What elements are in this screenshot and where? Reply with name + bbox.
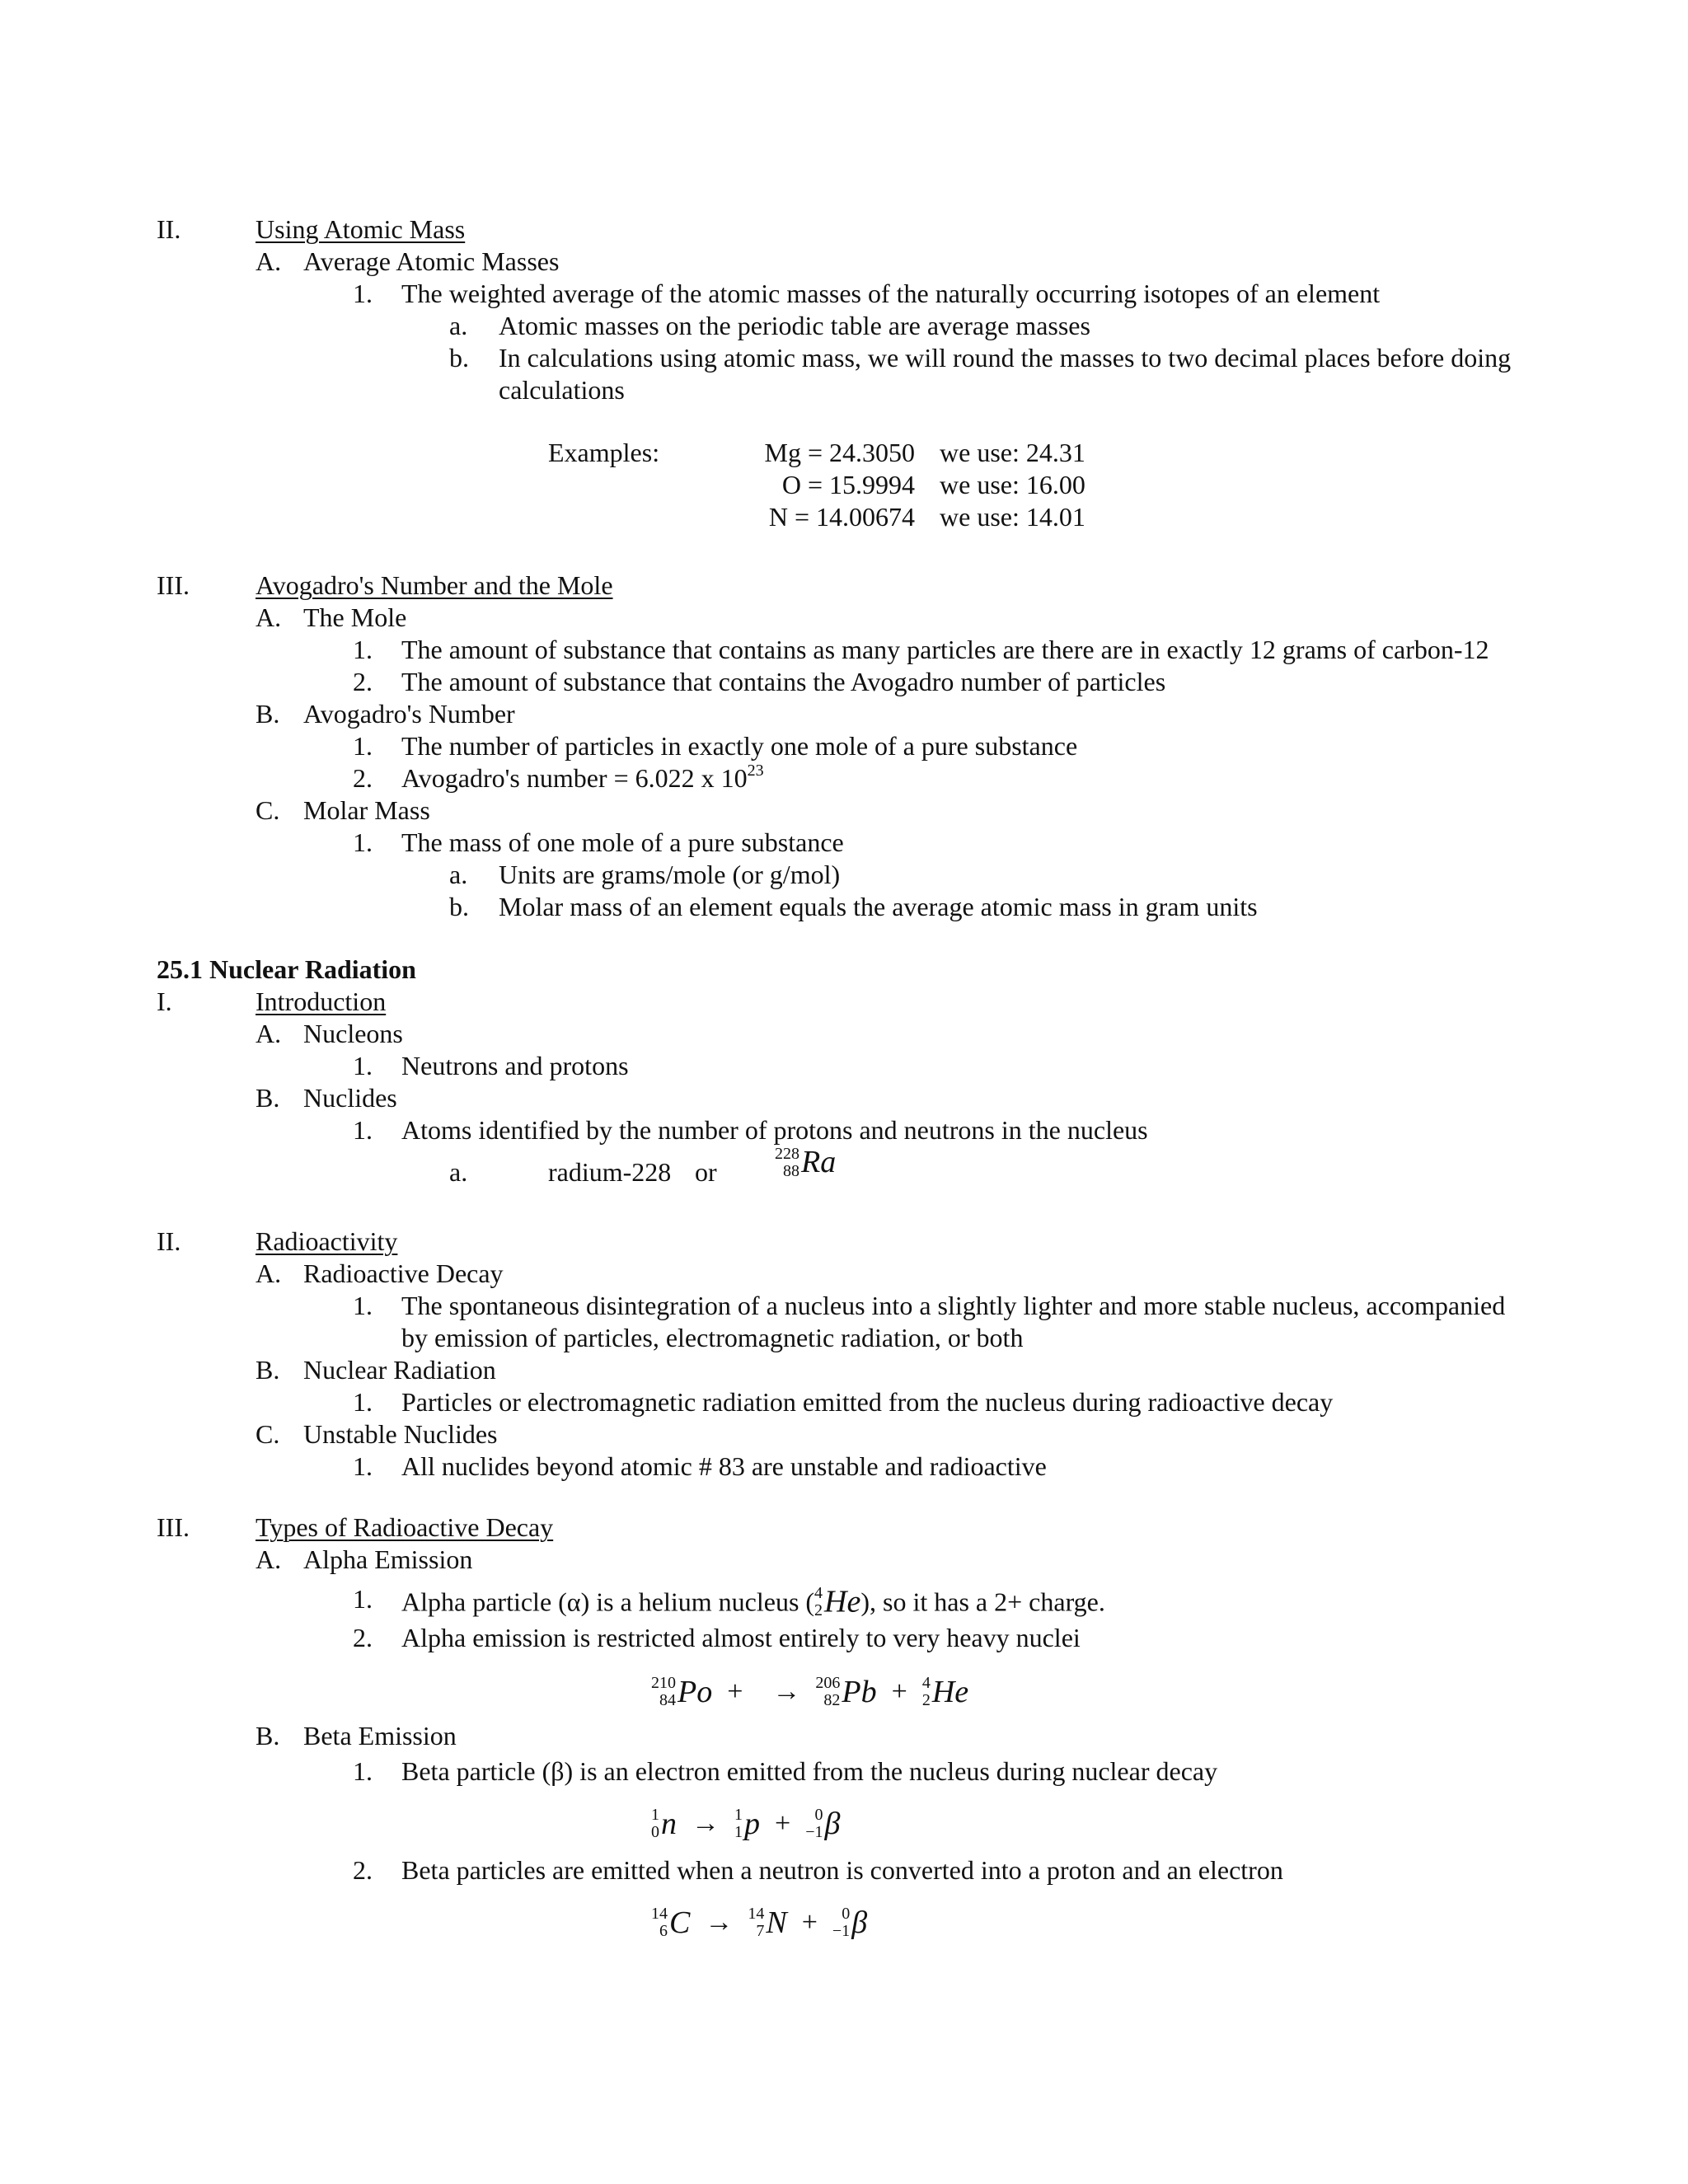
outline-number: 2. bbox=[353, 1855, 373, 1885]
outline-text: The number of particles in exactly one mole of a pure substance bbox=[401, 731, 1078, 761]
outline-letter: A. bbox=[256, 1258, 282, 1288]
outline-number: 2. bbox=[353, 1623, 373, 1652]
outline-text: The weighted average of the atomic masses of the naturally occurring isotopes of an element bbox=[401, 279, 1381, 308]
nuclide-scripts bbox=[748, 1905, 764, 1940]
mass-number: 228 bbox=[775, 1144, 799, 1163]
outline-subletter: a. bbox=[449, 311, 468, 340]
nuclide bbox=[651, 1674, 712, 1710]
section-heading: Avogadro's Number and the Mole bbox=[256, 570, 613, 600]
mass-number: 1 bbox=[734, 1806, 743, 1825]
outline-item: Radioactive Decay bbox=[303, 1258, 504, 1288]
outline-text: Alpha emission is restricted almost entirely to very heavy nuclei bbox=[401, 1623, 1081, 1652]
outline-number: 1. bbox=[353, 1115, 373, 1145]
reaction-arrow: → bbox=[772, 1676, 801, 1708]
outline-letter: B. bbox=[256, 1083, 280, 1113]
outline-text: Alpha particle (α) is a helium nucleus ( bbox=[401, 1586, 815, 1617]
section-heading: Using Atomic Mass bbox=[256, 214, 466, 244]
nuclide bbox=[805, 1806, 840, 1842]
nuclide-scripts bbox=[734, 1807, 743, 1841]
outline-number: 1. bbox=[353, 731, 373, 761]
example-rounded: we use: 24.31 bbox=[940, 438, 1085, 467]
outline-letter: B. bbox=[256, 699, 280, 729]
outline-item: Avogadro's Number bbox=[303, 699, 515, 729]
nuclide-scripts bbox=[814, 1585, 823, 1619]
element-symbol: N bbox=[766, 1905, 787, 1940]
atomic-number: −1 bbox=[832, 1922, 851, 1941]
nuclide bbox=[922, 1674, 968, 1710]
atomic-number: 6 bbox=[659, 1922, 668, 1941]
example-rounded: we use: 16.00 bbox=[940, 470, 1085, 499]
nuclide-scripts bbox=[832, 1905, 850, 1940]
outline-item: Beta Emission bbox=[303, 1721, 457, 1750]
avogadro-number-line bbox=[401, 762, 764, 794]
mass-number: 14 bbox=[651, 1905, 668, 1924]
nuclide-scripts bbox=[922, 1675, 931, 1709]
element-symbol: Ra bbox=[801, 1145, 837, 1180]
outline-subletter: b. bbox=[449, 892, 469, 921]
outline-item: Nucleons bbox=[303, 1019, 403, 1048]
atomic-number: 1 bbox=[734, 1823, 743, 1842]
nuclide bbox=[651, 1806, 677, 1842]
outline-letter: A. bbox=[256, 246, 282, 276]
outline-number: 1. bbox=[353, 1051, 373, 1080]
nuclide bbox=[748, 1905, 786, 1941]
outline-number: 1. bbox=[353, 635, 373, 664]
element-symbol: Pb bbox=[842, 1674, 877, 1709]
outline-letter: B. bbox=[256, 1721, 280, 1750]
outline-item: Molar Mass bbox=[303, 795, 430, 825]
element-symbol: p bbox=[744, 1806, 760, 1841]
mass-number: 14 bbox=[748, 1905, 765, 1924]
mass-number: 206 bbox=[815, 1674, 841, 1693]
section-heading: Types of Radioactive Decay bbox=[256, 1512, 554, 1542]
outline-number: 2. bbox=[353, 763, 373, 793]
example-element: N = 14.00674 bbox=[768, 502, 915, 532]
mass-number: 0 bbox=[814, 1806, 823, 1825]
element-symbol: C bbox=[669, 1905, 691, 1940]
outline-number: 1. bbox=[353, 1451, 373, 1481]
outline-letter: B. bbox=[256, 1355, 280, 1385]
outline-letter: C. bbox=[256, 795, 280, 825]
outline-letter: A. bbox=[256, 602, 282, 632]
nuclide-scripts bbox=[651, 1807, 659, 1841]
section-numeral: II. bbox=[157, 214, 181, 244]
or-word: or bbox=[695, 1157, 717, 1187]
nuclide-scripts bbox=[651, 1675, 676, 1709]
nuclide bbox=[734, 1806, 760, 1842]
outline-text: The spontaneous disintegration of a nucleus into a slightly lighter and more stable nucleus, accompanied bbox=[401, 1291, 1506, 1320]
outline-text: Avogadro's number = 6.022 x 10 bbox=[401, 763, 748, 793]
outline-subletter: a. bbox=[449, 860, 468, 889]
mass-number: 4 bbox=[814, 1583, 823, 1602]
section-heading: Introduction bbox=[256, 987, 387, 1016]
section-heading: Radioactivity bbox=[256, 1226, 398, 1256]
atomic-number: −1 bbox=[805, 1823, 823, 1842]
outline-number: 1. bbox=[353, 1584, 373, 1614]
outline-item: The Mole bbox=[303, 602, 407, 632]
outline-number: 1. bbox=[353, 827, 373, 857]
example-rounded: we use: 14.01 bbox=[940, 502, 1085, 532]
atomic-number: 2 bbox=[921, 1691, 931, 1710]
outline-item: Nuclear Radiation bbox=[303, 1355, 496, 1385]
mass-number: 0 bbox=[842, 1905, 851, 1924]
outline-text: ), so it has a 2+ charge. bbox=[860, 1586, 1105, 1617]
outline-letter: A. bbox=[256, 1019, 282, 1048]
outline-number: 1. bbox=[353, 1291, 373, 1320]
element-symbol: β bbox=[851, 1905, 868, 1940]
alpha-particle-line bbox=[401, 1574, 1105, 1627]
outline-text: Beta particles are emitted when a neutron is converted into a proton and an electron bbox=[401, 1855, 1283, 1885]
nuclide-name: radium-228 bbox=[548, 1157, 672, 1187]
nuclide bbox=[651, 1905, 690, 1941]
section-numeral: III. bbox=[157, 1512, 190, 1542]
outline-number: 1. bbox=[353, 1756, 373, 1786]
nuclide-scripts bbox=[775, 1146, 799, 1180]
plus-sign: + bbox=[775, 1808, 791, 1840]
outline-text: The amount of substance that contains the Avogadro number of particles bbox=[401, 667, 1166, 696]
atomic-number: 7 bbox=[756, 1922, 765, 1941]
outline-text: Neutrons and protons bbox=[401, 1051, 629, 1080]
outline-text: Atoms identified by the number of protons and neutrons in the nucleus bbox=[401, 1115, 1148, 1145]
section-numeral: III. bbox=[157, 570, 190, 600]
mass-number: 210 bbox=[651, 1674, 676, 1693]
outline-text: Atomic masses on the periodic table are average masses bbox=[499, 311, 1090, 340]
example-element: Mg = 24.3050 bbox=[764, 438, 915, 467]
outline-text: Units are grams/mole (or g/mol) bbox=[499, 860, 841, 889]
outline-text: The amount of substance that contains as many particles are there are in exactly 12 grams of carbon-12 bbox=[401, 635, 1489, 664]
element-symbol: He bbox=[824, 1584, 861, 1619]
outline-item: Alpha Emission bbox=[303, 1544, 473, 1574]
atomic-number: 88 bbox=[783, 1161, 799, 1180]
section-numeral: II. bbox=[157, 1226, 181, 1256]
nuclide-scripts bbox=[815, 1675, 840, 1709]
outline-text: All nuclides beyond atomic # 83 are unstable and radioactive bbox=[401, 1451, 1047, 1481]
alpha-decay-equation bbox=[651, 1673, 968, 1709]
outline-item: Nuclides bbox=[303, 1083, 397, 1113]
outline-text: The mass of one mole of a pure substance bbox=[401, 827, 844, 857]
beta-decay-equation-carbon bbox=[651, 1904, 867, 1940]
outline-letter: A. bbox=[256, 1544, 282, 1574]
radium-nuclide bbox=[775, 1144, 836, 1180]
exponent: 23 bbox=[747, 762, 764, 780]
outline-text: In calculations using atomic mass, we will round the masses to two decimal places before doing bbox=[499, 343, 1512, 373]
nuclide bbox=[832, 1905, 867, 1941]
outline-number: 2. bbox=[353, 667, 373, 696]
beta-decay-equation-neutron bbox=[651, 1805, 840, 1841]
nuclide bbox=[815, 1674, 876, 1710]
atomic-number: 84 bbox=[659, 1691, 676, 1710]
examples-label: Examples: bbox=[548, 438, 660, 467]
outline-item: Unstable Nuclides bbox=[303, 1419, 498, 1449]
nuclide-scripts bbox=[651, 1905, 668, 1940]
outline-text: Molar mass of an element equals the average atomic mass in gram units bbox=[499, 892, 1258, 921]
outline-item: Average Atomic Masses bbox=[303, 246, 560, 276]
atomic-number: 0 bbox=[651, 1823, 659, 1842]
outline-text: Particles or electromagnetic radiation emitted from the nucleus during radioactive decay bbox=[401, 1387, 1334, 1417]
atomic-number: 2 bbox=[814, 1601, 823, 1619]
mass-number: 4 bbox=[921, 1674, 931, 1693]
outline-letter: C. bbox=[256, 1419, 280, 1449]
reaction-arrow: → bbox=[692, 1808, 720, 1840]
outline-text-continued: by emission of particles, electromagnetic radiation, or both bbox=[401, 1323, 1024, 1352]
reaction-arrow: → bbox=[705, 1907, 734, 1938]
chapter-title: 25.1 Nuclear Radiation bbox=[157, 954, 416, 984]
outline-text-continued: calculations bbox=[499, 375, 625, 405]
section-numeral: I. bbox=[157, 987, 172, 1016]
outline-subletter: b. bbox=[449, 343, 469, 373]
element-symbol: Po bbox=[678, 1674, 713, 1709]
example-element: O = 15.9994 bbox=[781, 470, 915, 499]
outline-subletter: a. bbox=[449, 1157, 468, 1187]
plus-sign: + bbox=[891, 1676, 907, 1708]
nuclide-scripts bbox=[805, 1807, 823, 1841]
plus-sign: + bbox=[727, 1676, 743, 1708]
mass-number: 1 bbox=[651, 1806, 659, 1825]
outline-text: Beta particle (β) is an electron emitted from the nucleus during nuclear decay bbox=[401, 1756, 1218, 1786]
atomic-number: 82 bbox=[823, 1691, 841, 1710]
element-symbol: He bbox=[931, 1674, 969, 1709]
outline-number: 1. bbox=[353, 1387, 373, 1417]
plus-sign: + bbox=[801, 1907, 818, 1938]
element-symbol: n bbox=[661, 1806, 677, 1841]
element-symbol: β bbox=[824, 1806, 841, 1841]
outline-number: 1. bbox=[353, 279, 373, 308]
